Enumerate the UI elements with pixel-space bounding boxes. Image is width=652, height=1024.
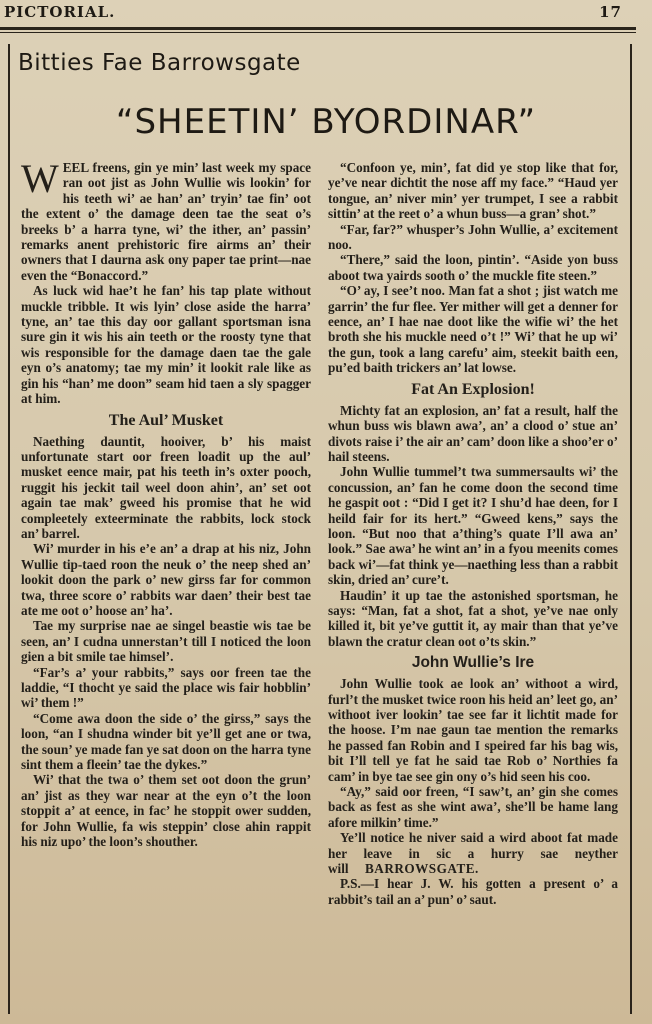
- intro-paragraph: [21, 156, 311, 283]
- intro-text: EEL freens, gin ye min’ last week my space ran oot jist as John Wullie wis lookin’ for his teeth wi’ ae han’ an’ tryin’ tae fin’ oot the extent o’ the damage deen tae the seat o’s breeks b’ a harra tyne, wi’ the ither, an’ passin’ remarks anent prehistoric fire airms an’ their owners that I daurna ask ony paper tae print—nae even the “Bonaccord.”: [21, 160, 311, 283]
- subheading-aul-musket: The Aul’ Musket: [108, 411, 224, 429]
- paragraph: “Far, far?” whusper’s John Wullie, a’ excitement noo.: [328, 221, 618, 253]
- paragraph: “Come awa doon the side o’ the girss,” says the loon, “an I shudna winder bit ye’ll get ane or twa, the soun’ ye made fan ye sat doon on the harra tyne sint them a fleein’ tae the dykes.”: [21, 710, 311, 773]
- publication-name: PICTORIAL.: [4, 3, 116, 21]
- paragraph: Wi’ murder in his e’e an’ a drap at his niz, John Wullie tip-taed roon the neuk o’ the neep shed an’ lookit doon the park o’ new girss far for common twa, three score o’ rabbits war daen’ their best tae ate me oot o’ hoose an’ ha’.: [21, 541, 311, 618]
- closing-paragraph: [328, 830, 618, 876]
- article-headline: “SHEETIN’ BYORDINAR”: [115, 102, 537, 142]
- left-column: [21, 156, 311, 850]
- paragraph: Naething dauntit, hooiver, b’ his maist unfortunate start oor freen loadit up the aul’ musket eence mair, pat his teeth in’s oxter pooch, ruggit his jeckit tail weel doon ahin’, an’ set oot again tae mak’ gweed his promise that he wid compleetely exteerminate the rabbits, lock stock an’ barrel.: [21, 433, 311, 541]
- paragraph: “Far’s a’ your rabbits,” says oor freen tae the laddie, “I thocht ye said the place wis fair hobblin’ wi’ them !”: [21, 664, 311, 711]
- paragraph: “Confoon ye, min’, fat did ye stop like that for, ye’ve near dichtit the nose aff my face.” “Haud yer tongue, an’ niver min’ yer trumpet, I see a rabbit sittin’ at the reet o’ a whun buss—a gran’ shot.”: [328, 160, 618, 222]
- author-signature: BARROWSGATE.: [365, 861, 479, 877]
- postscript: P.S.—I hear J. W. his gotten a present o’ a rabbit’s tail an a’ pun’ o’ saut.: [328, 876, 618, 907]
- header-rule: [0, 27, 636, 30]
- paragraph: “O’ ay, I see’t noo. Man fat a shot ; jist watch me garrin’ the fur flee. Yer mither will get a denner for eence, an’ I hae nae doot like the wifie wi’ the het broth she his muckle need o’t !” Wi’ that he up wi’ the gun, took a lang carefu’ aim, steekit baith een, pu’ed baith trickers an’ lat lowse.: [328, 283, 618, 376]
- paragraph: John Wullie took ae look an’ withoot a wird, furl’t the musket twice roon his heid an’ leet go, an’ withoot iver lookin’ tae see far it lichtit made for the hoose. I’m nae gaun tae mention the remarks he passed fan Robin and I speired far his bag wis, bit I’ll tell ye fat he said tae Rob o’ Northies fa cam’ in bye tae see gin ony o’s hid seen his coo.: [328, 676, 618, 784]
- subheading-john-wullies-ire: John Wullie’s Ire: [411, 654, 535, 672]
- right-column: [328, 160, 618, 907]
- paragraph: John Wullie tummel’t twa summersaults wi’ the concussion, an’ fan he come doon the second time he gaspit oot : “Did I get it? I shu’d hae deen, for I heild fair for its hert.” “Gweed kens,” says the loon. “But noo that a’thing’s quate I’ll awa an’ look.” Sae awa’ he wint an’ in a fyou meenits comes back wi’—fat think ye—naething less than a rabbit skin, dried an’ cure’t.: [328, 464, 618, 588]
- paragraph: “Ay,” said oor freen, “I saw’t, an’ gin she comes back as fest as she wint awa’, she’ll be hame lang afore milkin’ time.”: [328, 784, 618, 830]
- paragraph: Wi’ that the twa o’ them set oot doon the grun’ an’ jist as they war near at the eyn o’t the loon stoppit a’ at eence, in fac’ he stoppit ower sudden, for John Wullie, fa wis steppin’ close ahin rappit his niz upo’ the loon’s shouther.: [21, 772, 311, 850]
- closing-text: Ye’ll notice he niver said a wird aboot fat made her leave in sic a hurry sae neyther will: [328, 830, 618, 877]
- paragraph: As luck wid hae’t he fan’ his tap plate without muckle tribble. It wis lyin’ close aside the harra’ tyne, an’ tae this day oor gallant sportsman isna sure gin it wis his ain teeth or the roosty tyne that wis responsible for the damage daen tae the gale eyn o’s anatomy; tae my min’ it lookit rale like as gin his “han’ me doon” seam hid taen a sly spagger at him.: [21, 283, 311, 407]
- header-rule-thin: [0, 32, 636, 33]
- paragraph: Tae my surprise nae ae singel beastie wis tae be seen, an’ I cudna unnerstan’t till I noticed the loon gien a bit smile tae himsel’.: [21, 618, 311, 665]
- series-title: Bitties Fae Barrowsgate: [18, 50, 301, 76]
- subheading-fat-an-explosion: Fat An Explosion!: [411, 380, 535, 398]
- running-head: [4, 2, 622, 24]
- drop-cap: W: [21, 156, 59, 201]
- page-number: 17: [599, 3, 622, 21]
- paragraph: Michty fat an explosion, an’ fat a result, half the whun buss wis blawn awa’, an’ a clood o’ stue an’ divots raise i’ the air an’ cam’ doon like a shoo’er o’ hail steens.: [328, 402, 618, 464]
- paragraph: “There,” said the loon, pintin’. “Aside yon buss aboot twa yairds sooth o’ the muckle fite steen.”: [328, 252, 618, 283]
- paragraph: Haudin’ it up tae the astonished sportsman, he says: “Man, fat a shot, fat a shot, ye’ve nae only killed it, bit ye’ve guttit it, ay mair than that ye’ve blawn the cratur clean oot o’ts skin.”: [328, 587, 618, 649]
